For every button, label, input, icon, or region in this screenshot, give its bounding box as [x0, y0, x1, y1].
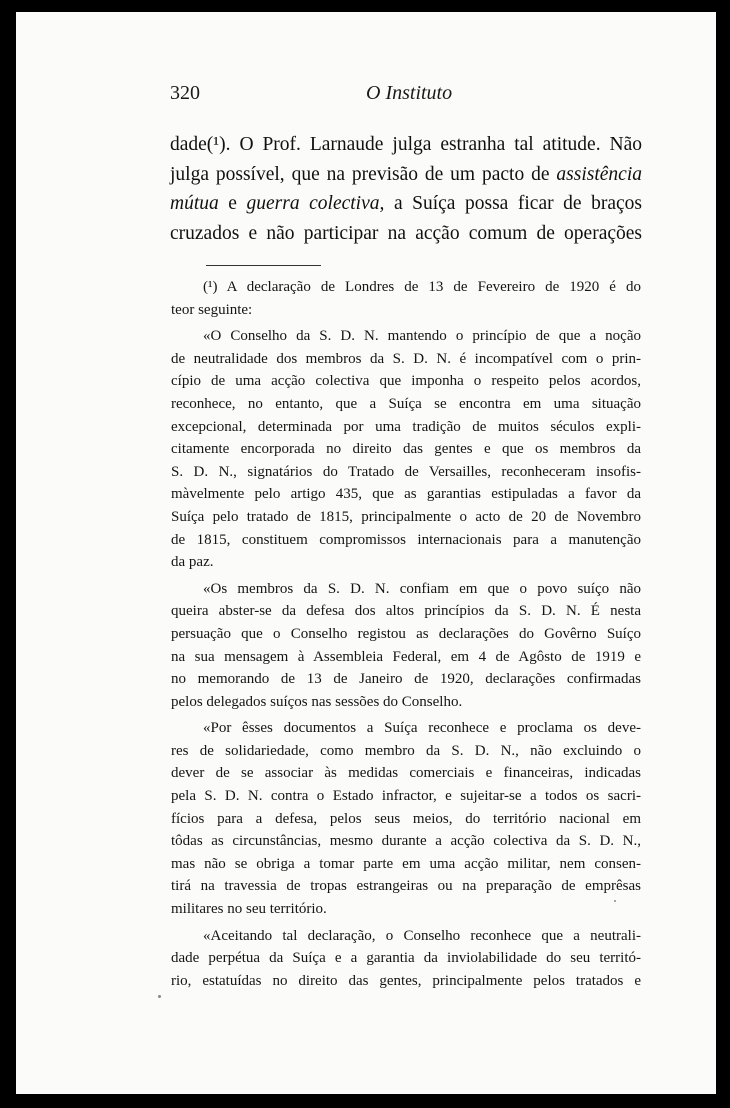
- footnote-line: queira abster-se da defesa dos altos princípios da S. D. N. É nesta: [171, 603, 641, 620]
- footnote-line: mas não se obriga a tomar parte em uma acção militar, nem consen-: [171, 855, 641, 872]
- footnote-line: «Aceitando tal declaração, o Conselho reconhece que a neutrali-: [203, 927, 641, 944]
- body-line: [170, 189, 642, 219]
- footnote-line: na sua mensagem à Assembleia Federal, em 4 de Agôsto de 1919 e: [171, 648, 641, 665]
- footnote-line: pelos delegados suíços nas sessões do Conselho.: [171, 693, 463, 710]
- page-header: [170, 82, 466, 110]
- footnote-paragraph: [171, 717, 641, 920]
- footnote-line: de neutralidade dos membros da S. D. N. é incompatível com o prin-: [171, 350, 641, 367]
- body-text: julga possível, que na previsão de um pacto de: [170, 163, 557, 185]
- footnote-line: excepcional, determinada por uma tradição de muitos séculos expli-: [171, 418, 641, 435]
- footnote-line: Suíça pelo tratado de 1815, principalmente o acto de 20 de Novembro: [171, 508, 641, 525]
- main-text: [170, 130, 642, 248]
- footnote-line: persuação que o Conselho registou as declarações do Govêrno Suíço: [171, 625, 641, 642]
- body-line: [170, 160, 642, 190]
- footnote-line: res de solidariedade, como membro da S. D. N., não excluindo o: [171, 742, 641, 759]
- footnote-line: rio, estatuídas no direito das gentes, principalmente pelos tratados e: [171, 972, 641, 989]
- footnote-line: «Os membros da S. D. N. confiam em que o povo suíço não: [203, 580, 641, 597]
- footnote-divider: [206, 265, 321, 266]
- footnote-paragraph: [171, 925, 641, 993]
- footnote-line: fícios para a defesa, pelos seus meios, do território nacional em: [171, 810, 641, 827]
- body-text: a Suíça possa ficar de braços: [384, 193, 642, 214]
- footnote-line: militares no seu território.: [171, 901, 327, 918]
- footnote-paragraph: [171, 276, 641, 321]
- footnote-line: màvelmente pelo artigo 435, que as garantias estipuladas a favor da: [171, 486, 641, 503]
- footnote-line: pela S. D. N. contra o Estado infractor, e sujeitar-se a todos os sacri-: [171, 788, 641, 805]
- footnote-line: (¹) A declaração de Londres de 13 de Fevereiro de 1920 é do: [203, 279, 641, 295]
- italic-term: guerra colectiva,: [246, 193, 385, 214]
- footnote-line: de 1815, constituem compromissos internacionais para a manutenção: [171, 531, 641, 548]
- footnote-line: reconhece, no entanto, que a Suíça se encontra em uma situação: [171, 395, 641, 412]
- footnote-line: «Por êsses documentos a Suíça reconhece e proclama os deve-: [203, 720, 641, 737]
- footnote-paragraph: [171, 325, 641, 574]
- footnote-line: dever de se associar às medidas comerciais e financeiras, indicadas: [171, 765, 641, 782]
- body-line: cruzados e não participar na acção comum de operações: [170, 222, 642, 244]
- footnote-line: tirá na travessia de tropas estrangeiras ou na preparação de emprêsas: [171, 878, 641, 895]
- scan-speck: [614, 900, 616, 902]
- footnote-line: cípio de uma acção colectiva que imponha o respeito pelos acordos,: [171, 373, 641, 390]
- footnote-line: S. D. N., signatários do Tratado de Versailles, reconheceram insofis-: [171, 463, 641, 480]
- italic-term: mútua: [170, 193, 219, 214]
- italic-term: assistência: [556, 163, 642, 185]
- scanned-page: [16, 12, 716, 1094]
- body-line: dade(¹). O Prof. Larnaude julga estranha tal atitude. Não: [170, 134, 642, 155]
- footnote-line: «O Conselho da S. D. N. mantendo o princípio de que a noção: [203, 328, 641, 345]
- running-title: O Instituto: [366, 82, 453, 104]
- footnotes: [171, 276, 641, 996]
- footnote-line: tôdas as circunstâncias, mesmo durante a acção colectiva da S. D. N.,: [171, 833, 641, 850]
- footnote-paragraph: [171, 578, 641, 714]
- footnote-line: teor seguinte:: [171, 301, 253, 318]
- scan-speck: [158, 995, 161, 998]
- footnote-line: da paz.: [171, 554, 214, 571]
- footnote-line: no memorando de 13 de Janeiro de 1920, declarações confirmadas: [171, 671, 641, 688]
- body-text: e: [218, 193, 247, 214]
- footnote-line: dade perpétua da Suíça e a garantia da inviolabilidade do seu territó-: [171, 950, 641, 967]
- footnote-line: citamente encorporada no direito das gentes e que os membros da: [171, 441, 641, 458]
- page-number: 320: [170, 82, 200, 104]
